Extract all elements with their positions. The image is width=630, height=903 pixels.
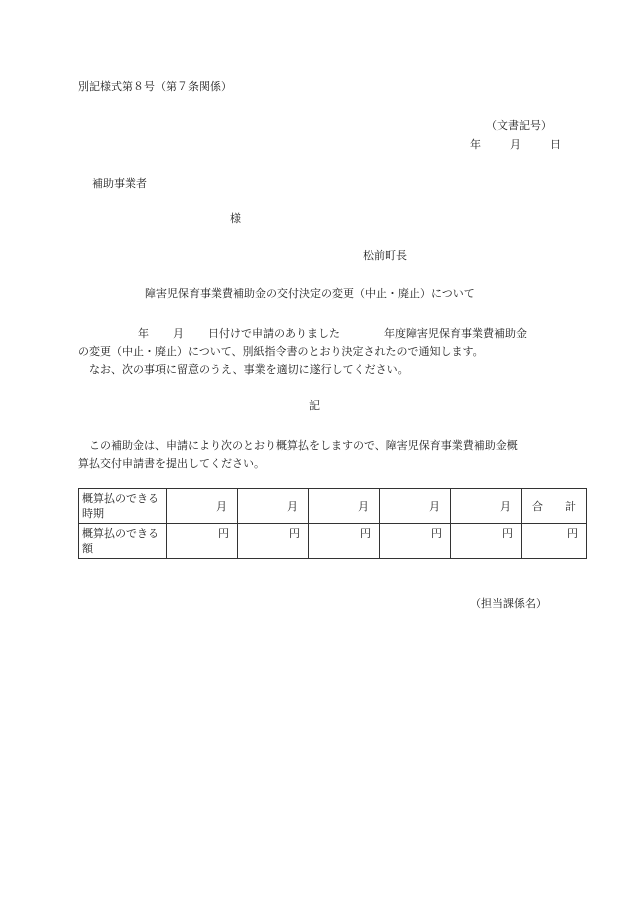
yen-cell: 円 — [309, 524, 380, 559]
body-line-3: なお、次の事項に留意のうえ、事業を適切に遂行してください。 — [89, 363, 409, 376]
body-day-text: 日付けで申請のありました — [208, 327, 340, 340]
recipient-honorific: 様 — [230, 212, 241, 225]
date-month: 月 — [510, 138, 521, 151]
ki-heading: 記 — [309, 399, 320, 412]
form-id: 別記様式第８号（第７条関係） — [78, 80, 232, 93]
recipient-org: 補助事業者 — [92, 177, 147, 190]
month-cell: 月 — [380, 489, 451, 524]
total-label: 合 計 — [522, 489, 587, 524]
date-line — [470, 139, 561, 150]
document-reference: （文書記号） — [486, 119, 552, 132]
payment-schedule-table — [78, 488, 587, 559]
yen-cell: 円 — [238, 524, 309, 559]
note-line-2: 算払交付申請書を提出してください。 — [78, 457, 265, 470]
contact-section: （担当課係名） — [470, 597, 547, 610]
table-row — [79, 524, 587, 559]
month-cell: 月 — [238, 489, 309, 524]
issuer: 松前町長 — [363, 249, 407, 262]
month-cell: 月 — [309, 489, 380, 524]
body-line-1 — [78, 325, 558, 343]
date-day: 日 — [550, 138, 561, 151]
note-line-1: この補助金は、申請により次のとおり概算払をしますので、障害児保育事業費補助金概 — [89, 439, 518, 452]
yen-cell: 円 — [451, 524, 522, 559]
month-cell: 月 — [451, 489, 522, 524]
yen-cell: 円 — [380, 524, 451, 559]
body-year: 年 — [138, 327, 149, 340]
body-line-2: の変更（中止・廃止）について、別紙指令書のとおり決定されたので通知します。 — [78, 345, 484, 358]
subject-line: 障害児保育事業費補助金の交付決定の変更（中止・廃止）について — [145, 287, 475, 300]
row-header-amount: 概算払のできる額 — [79, 524, 167, 559]
body-fiscal-year-text: 年度障害児保育事業費補助金 — [384, 327, 527, 340]
yen-cell-total: 円 — [522, 524, 587, 559]
body-month: 月 — [173, 327, 184, 340]
note-text — [78, 437, 558, 473]
body-text — [78, 325, 558, 379]
table-row — [79, 489, 587, 524]
yen-cell: 円 — [167, 524, 238, 559]
month-cell: 月 — [167, 489, 238, 524]
row-header-period: 概算払のできる時期 — [79, 489, 167, 524]
date-year: 年 — [470, 138, 481, 151]
